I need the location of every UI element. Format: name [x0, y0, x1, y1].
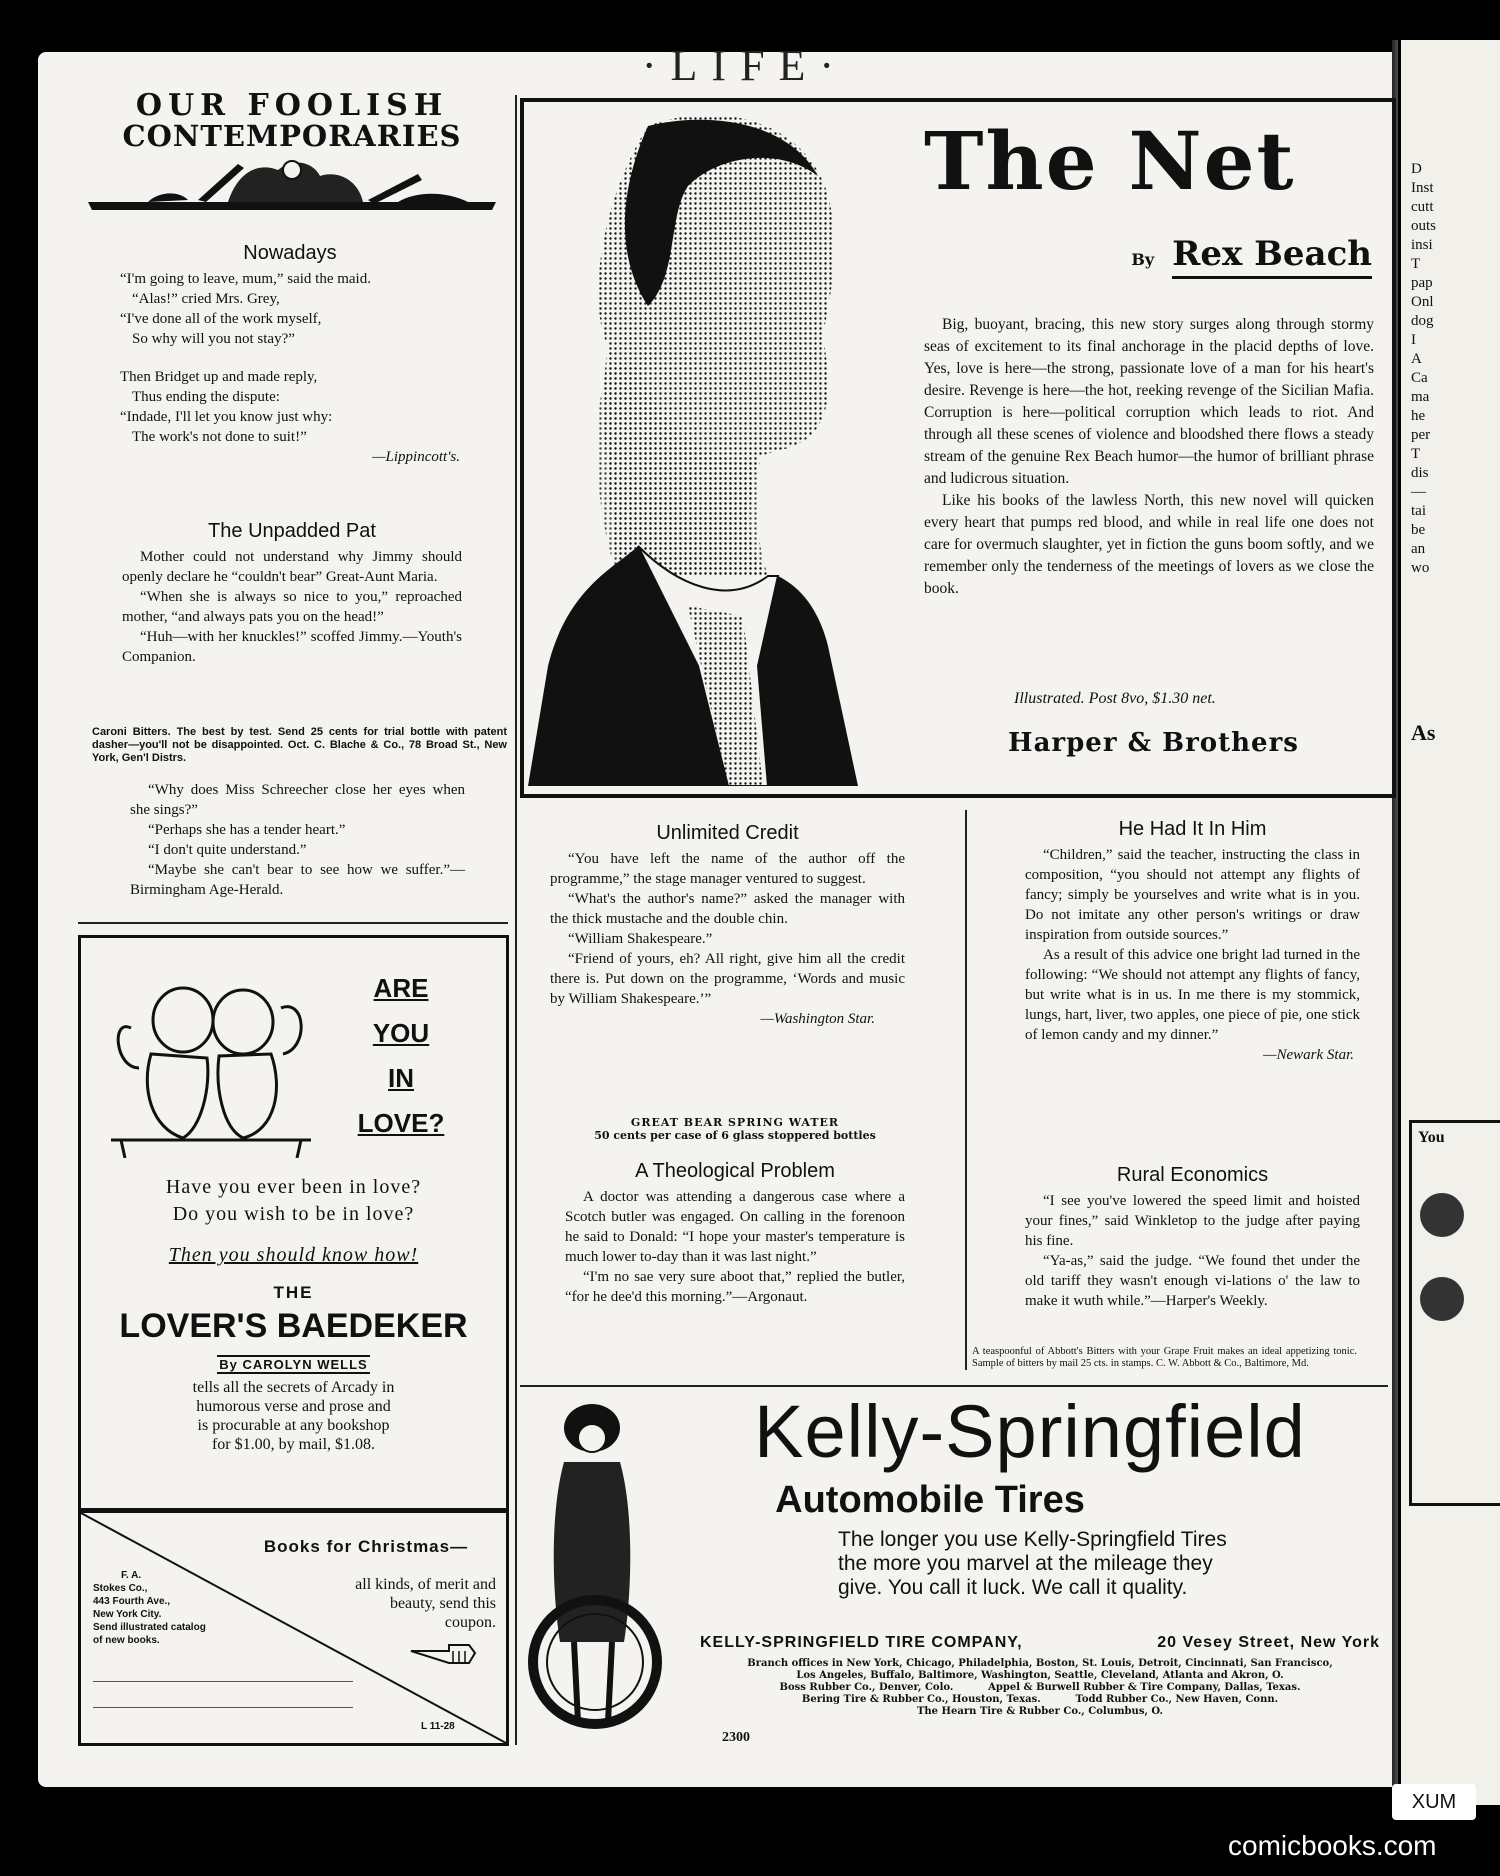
- column-rule: [965, 810, 967, 1370]
- paragraph: “Ya-as,” said the judge. “We found thet under the old tariff they wasn't enough vi-lations o' the law to make it wuth while.”—Harper's Weekly.: [1025, 1253, 1360, 1309]
- facing-page-text: D Inst cutt outs insi T pap Onl dog I A Ca ma he per T dis — tai be an wo: [1411, 161, 1437, 576]
- the-net-title: The Net: [924, 114, 1296, 208]
- piece-source: —Washington Star.: [760, 1011, 875, 1027]
- paragraph: “What's the author's name?” asked the manager with the thick mustache and the double chin.: [550, 891, 905, 927]
- abbotts-bitters-ad: A teaspoonful of Abbott's Bitters with your Grape Fruit makes an ideal appetizing tonic. Sample of bitters by mail 25 cts. in stamps. C. W. Abbott & Co., Baltimore, Md.: [972, 1346, 1357, 1369]
- love-ad-description: tells all the secrets of Arcady in humorous verse and prose and is procurable at any bookshop for $1.00, by mail, $1.08.: [192, 1379, 395, 1453]
- verse-line: “I've done all of the work myself,: [120, 311, 322, 327]
- paragraph: “Friend of yours, eh? All right, give him all the credit there is. Put down on the programme, ‘Words and music by William Shakespeare.’”: [550, 951, 905, 1007]
- coupon-code: L 11-28: [421, 1721, 455, 1732]
- paragraph: “Huh—with her knuckles!” scoffed Jimmy.—Youth's Companion.: [122, 629, 462, 665]
- verse-line: “Alas!” cried Mrs. Grey,: [132, 291, 280, 307]
- paragraph: “I see you've lowered the speed limit and hoisted your fines,” said Winkletop to the judge after paying his fine.: [1025, 1193, 1360, 1249]
- the-net-price: Illustrated. Post 8vo, $1.30 net.: [1014, 690, 1216, 707]
- piece-title: He Had It In Him: [1118, 818, 1267, 840]
- piece-nowadays: [120, 242, 460, 467]
- piece-rural-economics: [1025, 1164, 1360, 1311]
- section-header: [88, 88, 496, 216]
- page-number: 2300: [722, 1730, 750, 1745]
- the-net-byline: By Rex Beach: [1122, 234, 1372, 274]
- coupon-name-line[interactable]: [93, 1681, 353, 1682]
- piece-unlimited-credit: [550, 822, 905, 1029]
- paragraph: A doctor was attending a dangerous case where a Scotch butler was engaged. On calling in the forenoon he said to Donald: “I hope your master's temperature is much lower to-day than it was last night.”: [565, 1189, 905, 1265]
- verse-line: “I'm going to leave, mum,” said the maid.: [120, 271, 371, 287]
- kelly-springfield-ad: [520, 1392, 1388, 1730]
- kelly-brand: Kelly-Springfield: [754, 1390, 1306, 1473]
- pointing-hand-icon: [409, 1641, 479, 1667]
- paragraph: “Perhaps she has a tender heart.”: [148, 822, 346, 838]
- paragraph: Mother could not understand why Jimmy should openly declare he “couldn't bear” Great-Aunt Maria.: [122, 549, 462, 585]
- are-you-in-love-heading: ARE YOU IN LOVE?: [357, 973, 445, 1138]
- divider: [78, 922, 508, 924]
- watermark-site: comicbooks.com: [1228, 1830, 1437, 1861]
- coupon-address-line[interactable]: [93, 1707, 353, 1708]
- jester-illustration-icon: [88, 152, 496, 212]
- piece-title: The Unpadded Pat: [208, 520, 376, 542]
- verse-line: So why will you not stay?”: [132, 331, 295, 347]
- piece-title: A Theological Problem: [635, 1160, 835, 1182]
- paragraph: “Maybe she can't bear to see how we suffer.”—Birmingham Age-Herald.: [130, 862, 465, 898]
- piece-source: —Lippincott's.: [372, 449, 460, 465]
- cupids-illustration-icon: [111, 958, 311, 1158]
- piece-schreecher: [130, 780, 465, 900]
- woman-with-tire-illustration-icon: [520, 1392, 670, 1730]
- piece-theological-problem: [565, 1160, 905, 1307]
- great-bear-ad: GREAT BEAR SPRING WATER 50 cents per case of 6 glass stoppered bottles: [594, 1116, 876, 1142]
- paragraph: “You have left the name of the author off the programme,” the stage manager ventured to suggest.: [550, 851, 905, 887]
- coupon-address: F. A. Stokes Co., 443 Fourth Ave., New York City. Send illustrated catalog of new books.: [93, 1570, 206, 1646]
- christmas-coupon[interactable]: [78, 1510, 509, 1746]
- watermark-tag: XUM: [1392, 1784, 1476, 1820]
- section-header-line2: CONTEMPORARIES: [122, 119, 462, 153]
- lovers-baedeker-ad: [78, 935, 509, 1511]
- the-net-ad: [520, 98, 1396, 798]
- verse-line: “Indade, I'll let you know just why:: [120, 409, 333, 425]
- section-header-line1: OUR FOOLISH: [135, 88, 449, 123]
- the-net-description: Big, buoyant, bracing, this new story surges along through stormy seas of excitement to its final anchorage in the placid depths of love. Yes, love is here—the strong, passionate love of a man for his heart's desire. Revenge is here—the hot, reeking revenge of the Sicilian Mafia. Corruption is here—political corruption which leads to riot. And through all these scenes of violence and bloodshed there flows a steady stream of the genuine Rex Beach humor—the humor of brilliant phrase and ludicrous situation. Like his books of the lawless North, this new novel will quicken every heart that pumps red blood, and while in real life one does not care for overmuch slaughter, yet in fiction the guns boom softly, and we remember only the tenderness of the meetings of lovers as we close the book.: [924, 316, 1374, 597]
- coupon-title: Books for Christmas—: [263, 1537, 469, 1556]
- paragraph: “I'm no sae very sure aboot that,” replied the butler, “for he dee'd this morning.”—Argonaut.: [565, 1269, 905, 1305]
- kelly-company: KELLY-SPRINGFIELD TIRE COMPANY, 20 Vesey Street, New York: [700, 1634, 1380, 1651]
- piece-title: Nowadays: [243, 242, 337, 264]
- love-ad-title: THE LOVER'S BAEDEKER By CAROLYN WELLS: [119, 1283, 468, 1372]
- caroni-bitters-ad: Caroni Bitters. The best by test. Send 25 cents for trial bottle with patent dasher—you'll not be disappointed. Oct. C. Blache & Co., 78 Broad St., New York, Gen'l Distrs.: [92, 726, 507, 764]
- column-rule: [515, 95, 517, 1745]
- verse-line: Then Bridget up and made reply,: [120, 369, 318, 385]
- paragraph: As a result of this advice one bright lad turned in the following: “We should not attempt any flights of fancy, but write what is in us. In me there is my stommick, lungs, hart, liver, two apples, one piece of pie, one stick of lemon candy and my dinner.”: [1025, 947, 1360, 1043]
- verse-line: The work's not done to suit!”: [132, 429, 307, 445]
- piece-title: Rural Economics: [1116, 1164, 1269, 1186]
- coupon-text: all kinds, of merit and beauty, send this coupon.: [355, 1576, 496, 1631]
- paragraph: “William Shakespeare.”: [568, 931, 713, 947]
- facing-page: [1398, 40, 1500, 1805]
- masthead: ·LIFE·: [641, 41, 849, 90]
- publisher-name: Harper & Brothers: [1008, 728, 1299, 758]
- love-ad-questions: Have you ever been in love? Do you wish to be in love? Then you should know how!: [165, 1176, 422, 1266]
- paragraph: “When she is always so nice to you,” reproached mother, “and always pats you on the head!”: [122, 589, 462, 625]
- divider: [520, 1385, 1388, 1387]
- kelly-tagline: The longer you use Kelly-Springfield Tires the more you marvel at the mileage they give. You call it luck. We call it quality.: [838, 1528, 1227, 1599]
- verse-line: Thus ending the dispute:: [132, 389, 280, 405]
- piece-unpadded-pat: [122, 520, 462, 667]
- facing-ad-label: You: [1418, 1129, 1445, 1146]
- rex-beach-portrait-icon: [528, 106, 858, 786]
- piece-had-it-in-him: [1025, 818, 1360, 1065]
- paragraph: “I don't quite understand.”: [148, 842, 307, 858]
- kelly-branches: Branch offices in New York, Chicago, Philadelphia, Boston, St. Louis, Detroit, Cincinnati, San Francisco, Los Angeles, Buffalo, Baltimore, Washington, Seattle, Cleveland, Atlanta and Akron, O. Boss Rubber Co., Denver, Colo. Appel & Burwell Rubber & Tire Company, Dallas, Texas. Bering Tire & Rubber Co., Houston, Texas. Todd Rubber Co., New Haven, Conn. The Hearn Tire & Rubber Co., Columbus, O.: [747, 1658, 1333, 1717]
- facing-heading: As: [1411, 720, 1436, 745]
- paragraph: “Why does Miss Schreecher close her eyes when she sings?”: [130, 782, 465, 818]
- piece-title: Unlimited Credit: [656, 822, 799, 844]
- piece-source: —Newark Star.: [1263, 1047, 1354, 1063]
- paragraph: “Children,” said the teacher, instructing the class in composition, “you should not attempt any flights of fancy; simply be yourselves and write what is in you. Do not imitate any other person's writings or draw inspiration from outside sources.”: [1025, 847, 1360, 943]
- facing-ad-box: [1409, 1120, 1500, 1506]
- kelly-subtitle: Automobile Tires: [775, 1479, 1085, 1521]
